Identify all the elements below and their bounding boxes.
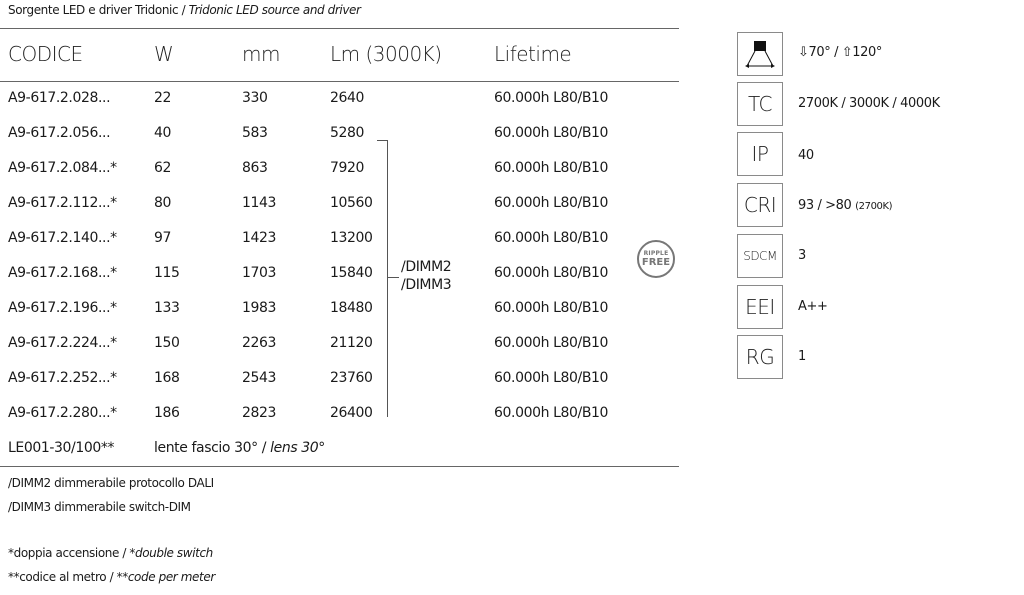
caption-plain: Sorgente LED e driver Tridonic / — [8, 3, 189, 17]
cell-code: A9-617.2.168...* — [8, 265, 117, 281]
cell-w: 168 — [154, 370, 180, 386]
cell-w: 62 — [154, 160, 172, 176]
cell-lm: 18480 — [330, 300, 373, 316]
cri-value-sub: (2700K) — [855, 201, 893, 212]
cell-lm: 10560 — [330, 195, 373, 211]
cell-lifetime: 60.000h L80/B10 — [494, 230, 609, 246]
cell-lm: 15840 — [330, 265, 373, 281]
footnote-meter-italic: **code per meter — [116, 570, 215, 584]
header-mm: mm — [242, 42, 280, 66]
cell-lifetime: 60.000h L80/B10 — [494, 335, 609, 351]
spec-value-ip: 40 — [798, 148, 814, 163]
ripple-free-badge — [637, 240, 675, 278]
cell-w: 97 — [154, 230, 172, 246]
cell-lm: 26400 — [330, 405, 373, 421]
cell-code: A9-617.2.252...* — [8, 370, 117, 386]
table-caption — [8, 3, 361, 17]
header-w: W — [154, 42, 174, 66]
cell-w: 133 — [154, 300, 180, 316]
dimm3-label: /DIMM3 — [401, 277, 452, 293]
caption-italic: Tridonic LED source and driver — [188, 3, 361, 17]
lens-desc — [154, 440, 325, 456]
header-lifetime: Lifetime — [494, 42, 572, 66]
header-code: CODICE — [8, 42, 83, 66]
cell-code: A9-617.2.084...* — [8, 160, 117, 176]
cell-code: A9-617.2.224...* — [8, 335, 117, 351]
cell-lifetime: 60.000h L80/B10 — [494, 300, 609, 316]
cell-code: A9-617.2.196...* — [8, 300, 117, 316]
header-lm: Lm (3000K) — [330, 42, 442, 66]
footnote-meter-plain: **codice al metro / — [8, 570, 117, 584]
cell-mm: 1983 — [242, 300, 277, 316]
cell-code: A9-617.2.140...* — [8, 230, 117, 246]
spec-label-sdcm: SDCM — [737, 234, 783, 278]
lens-code: LE001-30/100** — [8, 440, 115, 456]
cell-lm: 23760 — [330, 370, 373, 386]
footnote-dimm3: /DIMM3 dimmerabile switch-DIM — [8, 500, 191, 514]
cell-code: A9-617.2.280...* — [8, 405, 117, 421]
cell-lifetime: 60.000h L80/B10 — [494, 195, 609, 211]
dimm-bracket — [387, 140, 388, 417]
cell-w: 80 — [154, 195, 172, 211]
footnote-per-meter — [8, 570, 215, 584]
cell-mm: 1703 — [242, 265, 277, 281]
spec-value-cri — [798, 198, 892, 213]
cell-code: A9-617.2.112...* — [8, 195, 117, 211]
cell-lm: 13200 — [330, 230, 373, 246]
lens-desc-italic: lens 30° — [270, 440, 325, 456]
cell-lifetime: 60.000h L80/B10 — [494, 90, 609, 106]
cell-lifetime: 60.000h L80/B10 — [494, 265, 609, 281]
ripple-badge-line2: FREE — [641, 256, 671, 268]
spec-label-ip: IP — [737, 132, 783, 176]
rule-header — [0, 81, 679, 82]
cell-w: 115 — [154, 265, 180, 281]
cell-lm: 7920 — [330, 160, 365, 176]
cell-code: A9-617.2.028... — [8, 90, 111, 106]
spec-label-cri: CRI — [737, 183, 783, 227]
lens-desc-plain: lente fascio 30° / — [154, 440, 271, 456]
cell-lifetime: 60.000h L80/B10 — [494, 405, 609, 421]
cell-lm: 2640 — [330, 90, 365, 106]
spec-value-tc: 2700K / 3000K / 4000K — [798, 96, 940, 111]
beam-angle-value: ⇩70° / ⇧120° — [798, 45, 882, 60]
spec-value-sdcm: 3 — [798, 248, 806, 263]
cell-mm: 2263 — [242, 335, 277, 351]
cell-w: 150 — [154, 335, 180, 351]
cell-mm: 2823 — [242, 405, 277, 421]
beam-angle-icon — [737, 32, 783, 76]
spec-value-eei: A++ — [798, 299, 828, 314]
dimm2-label: /DIMM2 — [401, 259, 452, 275]
cell-mm: 330 — [242, 90, 268, 106]
spec-label-rg: RG — [737, 335, 783, 379]
footnote-double-switch — [8, 546, 213, 560]
cell-lm: 21120 — [330, 335, 373, 351]
cell-lifetime: 60.000h L80/B10 — [494, 160, 609, 176]
spec-label-eei: EEI — [737, 285, 783, 329]
dimm-bracket-tick — [387, 277, 399, 278]
cell-w: 186 — [154, 405, 180, 421]
ripple-badge-line1: RIPPLE — [643, 249, 669, 257]
cell-mm: 2543 — [242, 370, 277, 386]
dimm-note — [401, 258, 451, 294]
rule-bottom — [0, 466, 679, 467]
spec-value-rg: 1 — [798, 349, 806, 364]
cell-lm: 5280 — [330, 125, 365, 141]
cell-lifetime: 60.000h L80/B10 — [494, 370, 609, 386]
cell-mm: 1143 — [242, 195, 277, 211]
spec-label-tc: TC — [737, 82, 783, 126]
footnote-double-plain: *doppia accensione / — [8, 546, 130, 560]
rule-top — [0, 28, 679, 29]
cell-mm: 863 — [242, 160, 268, 176]
footnote-double-italic: *double switch — [129, 546, 213, 560]
cell-w: 22 — [154, 90, 172, 106]
dimm-bracket-top — [377, 140, 387, 141]
cell-mm: 1423 — [242, 230, 277, 246]
cri-value-main: 93 / >80 — [798, 198, 852, 213]
footnote-dimm2: /DIMM2 dimmerabile protocollo DALI — [8, 476, 214, 490]
cell-w: 40 — [154, 125, 172, 141]
cell-lifetime: 60.000h L80/B10 — [494, 125, 609, 141]
cell-code: A9-617.2.056... — [8, 125, 111, 141]
cell-mm: 583 — [242, 125, 268, 141]
